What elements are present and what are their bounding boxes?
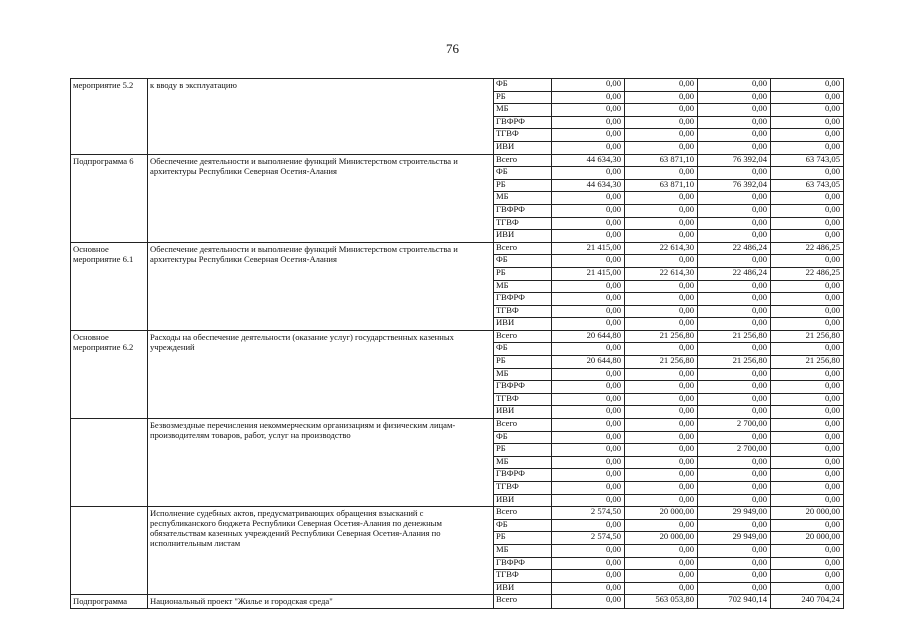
amount-cell: 0,00 [771, 192, 844, 205]
amount-cell: 0,00 [552, 79, 625, 92]
program-name-cell: Обеспечение деятельности и выполнение функций Министерством строительства и архитектуры Республики Северная Осетия-Алания [148, 154, 494, 242]
amount-cell: 0,00 [698, 494, 771, 507]
amount-cell: 0,00 [625, 456, 698, 469]
amount-cell: 0,00 [771, 381, 844, 394]
amount-cell: 20 644,80 [552, 356, 625, 369]
amount-cell: 0,00 [552, 230, 625, 243]
amount-cell: 0,00 [698, 305, 771, 318]
funding-source-cell: ФБ [494, 167, 552, 180]
amount-cell: 0,00 [698, 557, 771, 570]
amount-cell: 0,00 [771, 494, 844, 507]
amount-cell: 0,00 [552, 280, 625, 293]
amount-cell: 0,00 [552, 381, 625, 394]
funding-source-cell: Всего [494, 595, 552, 609]
amount-cell: 240 704,24 [771, 595, 844, 609]
amount-cell: 0,00 [771, 368, 844, 381]
program-code-cell: Подпрограмма 6 [71, 154, 148, 242]
amount-cell: 0,00 [625, 482, 698, 495]
amount-cell: 0,00 [625, 570, 698, 583]
amount-cell: 22 614,30 [625, 267, 698, 280]
amount-cell: 0,00 [552, 444, 625, 457]
amount-cell: 0,00 [552, 116, 625, 129]
amount-cell: 0,00 [771, 570, 844, 583]
amount-cell: 22 486,24 [698, 267, 771, 280]
amount-cell: 0,00 [771, 230, 844, 243]
amount-cell: 0,00 [625, 255, 698, 268]
amount-cell: 0,00 [771, 280, 844, 293]
table-row [71, 419, 844, 432]
funding-source-cell: ИВИ [494, 494, 552, 507]
funding-source-cell: ИВИ [494, 582, 552, 595]
amount-cell: 0,00 [625, 217, 698, 230]
funding-source-cell: РБ [494, 532, 552, 545]
amount-cell: 0,00 [771, 393, 844, 406]
funding-source-cell: ИВИ [494, 318, 552, 331]
amount-cell: 0,00 [698, 79, 771, 92]
amount-cell: 0,00 [698, 368, 771, 381]
funding-source-cell: Всего [494, 419, 552, 432]
amount-cell: 22 486,24 [698, 242, 771, 255]
amount-cell: 63 871,10 [625, 179, 698, 192]
amount-cell: 21 256,80 [625, 356, 698, 369]
amount-cell: 0,00 [625, 444, 698, 457]
amount-cell: 0,00 [552, 141, 625, 154]
amount-cell: 44 634,30 [552, 154, 625, 167]
funding-source-cell: ИВИ [494, 141, 552, 154]
program-code-cell: Основное мероприятие 6.1 [71, 242, 148, 330]
amount-cell: 0,00 [552, 305, 625, 318]
amount-cell: 0,00 [625, 544, 698, 557]
amount-cell: 0,00 [698, 393, 771, 406]
amount-cell: 0,00 [552, 431, 625, 444]
funding-source-cell: МБ [494, 456, 552, 469]
amount-cell: 0,00 [552, 217, 625, 230]
funding-source-cell: ТГВФ [494, 305, 552, 318]
funding-source-cell: ИВИ [494, 406, 552, 419]
amount-cell: 0,00 [625, 557, 698, 570]
amount-cell: 0,00 [698, 318, 771, 331]
amount-cell: 0,00 [698, 255, 771, 268]
program-code-cell [71, 419, 148, 507]
amount-cell: 0,00 [771, 104, 844, 117]
funding-source-cell: ТГВФ [494, 482, 552, 495]
funding-source-cell: ГВФРФ [494, 204, 552, 217]
funding-source-cell: МБ [494, 368, 552, 381]
program-name-cell: Расходы на обеспечение деятельности (оказание услуг) государственных казенных учреждений [148, 330, 494, 418]
amount-cell: 0,00 [698, 582, 771, 595]
amount-cell: 0,00 [552, 544, 625, 557]
budget-table [70, 78, 844, 609]
funding-source-cell: РБ [494, 356, 552, 369]
amount-cell: 0,00 [771, 456, 844, 469]
funding-source-cell: ГВФРФ [494, 469, 552, 482]
funding-source-cell: ГВФРФ [494, 381, 552, 394]
funding-source-cell: ТГВФ [494, 129, 552, 142]
funding-source-cell: ФБ [494, 79, 552, 92]
amount-cell: 0,00 [552, 419, 625, 432]
amount-cell: 0,00 [625, 305, 698, 318]
funding-source-cell: РБ [494, 444, 552, 457]
amount-cell: 2 700,00 [698, 419, 771, 432]
amount-cell: 0,00 [625, 419, 698, 432]
amount-cell: 0,00 [552, 343, 625, 356]
amount-cell: 20 000,00 [625, 532, 698, 545]
amount-cell: 63 743,05 [771, 154, 844, 167]
amount-cell: 0,00 [552, 91, 625, 104]
amount-cell: 0,00 [698, 192, 771, 205]
amount-cell: 0,00 [625, 393, 698, 406]
table-row [71, 507, 844, 520]
amount-cell: 0,00 [625, 368, 698, 381]
amount-cell: 21 256,80 [625, 330, 698, 343]
amount-cell: 0,00 [698, 343, 771, 356]
amount-cell: 2 574,50 [552, 507, 625, 520]
amount-cell: 0,00 [698, 217, 771, 230]
funding-source-cell: ТГВФ [494, 217, 552, 230]
program-name-cell: Национальный проект "Жилье и городская среда" [148, 595, 494, 609]
amount-cell: 0,00 [625, 381, 698, 394]
amount-cell: 0,00 [771, 204, 844, 217]
amount-cell: 0,00 [771, 305, 844, 318]
amount-cell: 0,00 [771, 141, 844, 154]
amount-cell: 0,00 [625, 204, 698, 217]
program-name-cell: Исполнение судебных актов, предусматривающих обращения взысканий с республиканского бюджета Республики Северная Осетия-Алания по денежным обязательствам казенных учреждений Республики Северная Осетия-Алания по исполнительным листам [148, 507, 494, 595]
amount-cell: 0,00 [698, 482, 771, 495]
amount-cell: 0,00 [552, 192, 625, 205]
funding-source-cell: ГВФРФ [494, 293, 552, 306]
amount-cell: 21 256,80 [771, 330, 844, 343]
amount-cell: 0,00 [625, 293, 698, 306]
amount-cell: 0,00 [771, 469, 844, 482]
funding-source-cell: ФБ [494, 431, 552, 444]
amount-cell: 0,00 [625, 494, 698, 507]
amount-cell: 0,00 [771, 519, 844, 532]
amount-cell: 0,00 [698, 469, 771, 482]
funding-source-cell: ТГВФ [494, 570, 552, 583]
amount-cell: 2 700,00 [698, 444, 771, 457]
funding-source-cell: Всего [494, 330, 552, 343]
amount-cell: 63 743,05 [771, 179, 844, 192]
amount-cell: 0,00 [771, 444, 844, 457]
amount-cell: 63 871,10 [625, 154, 698, 167]
amount-cell: 0,00 [771, 482, 844, 495]
funding-source-cell: ГВФРФ [494, 557, 552, 570]
amount-cell: 0,00 [698, 204, 771, 217]
amount-cell: 702 940,14 [698, 595, 771, 609]
funding-source-cell: Всего [494, 242, 552, 255]
amount-cell: 0,00 [552, 368, 625, 381]
amount-cell: 0,00 [552, 494, 625, 507]
amount-cell: 21 415,00 [552, 267, 625, 280]
amount-cell: 0,00 [698, 167, 771, 180]
funding-source-cell: МБ [494, 192, 552, 205]
amount-cell: 0,00 [552, 469, 625, 482]
amount-cell: 0,00 [771, 129, 844, 142]
amount-cell: 0,00 [698, 141, 771, 154]
amount-cell: 76 392,04 [698, 154, 771, 167]
amount-cell: 0,00 [552, 204, 625, 217]
funding-source-cell: РБ [494, 267, 552, 280]
table-row [71, 79, 844, 92]
funding-source-cell: ФБ [494, 255, 552, 268]
amount-cell: 22 614,30 [625, 242, 698, 255]
amount-cell: 0,00 [552, 519, 625, 532]
amount-cell: 0,00 [698, 280, 771, 293]
amount-cell: 0,00 [771, 406, 844, 419]
amount-cell: 0,00 [552, 456, 625, 469]
amount-cell: 0,00 [771, 343, 844, 356]
table-row [71, 330, 844, 343]
table-row [71, 242, 844, 255]
amount-cell: 21 256,80 [698, 330, 771, 343]
amount-cell: 0,00 [698, 91, 771, 104]
amount-cell: 0,00 [698, 104, 771, 117]
funding-source-cell: ГВФРФ [494, 116, 552, 129]
funding-source-cell: Всего [494, 507, 552, 520]
amount-cell: 0,00 [552, 482, 625, 495]
amount-cell: 0,00 [771, 91, 844, 104]
amount-cell: 0,00 [552, 595, 625, 609]
amount-cell: 0,00 [625, 141, 698, 154]
amount-cell: 0,00 [698, 406, 771, 419]
amount-cell: 0,00 [552, 406, 625, 419]
amount-cell: 0,00 [625, 91, 698, 104]
amount-cell: 0,00 [625, 318, 698, 331]
amount-cell: 0,00 [771, 544, 844, 557]
amount-cell: 0,00 [698, 381, 771, 394]
amount-cell: 0,00 [552, 255, 625, 268]
program-code-cell: Подпрограмма [71, 595, 148, 609]
amount-cell: 20 000,00 [625, 507, 698, 520]
amount-cell: 563 053,80 [625, 595, 698, 609]
amount-cell: 0,00 [625, 230, 698, 243]
funding-source-cell: МБ [494, 104, 552, 117]
program-code-cell: Основное мероприятие 6.2 [71, 330, 148, 418]
amount-cell: 0,00 [625, 343, 698, 356]
amount-cell: 0,00 [625, 280, 698, 293]
amount-cell: 0,00 [625, 469, 698, 482]
amount-cell: 0,00 [771, 431, 844, 444]
amount-cell: 0,00 [625, 129, 698, 142]
amount-cell: 0,00 [771, 217, 844, 230]
amount-cell: 0,00 [698, 293, 771, 306]
amount-cell: 0,00 [552, 393, 625, 406]
amount-cell: 0,00 [552, 582, 625, 595]
amount-cell: 0,00 [771, 255, 844, 268]
amount-cell: 0,00 [698, 129, 771, 142]
amount-cell: 0,00 [552, 570, 625, 583]
funding-source-cell: Всего [494, 154, 552, 167]
amount-cell: 44 634,30 [552, 179, 625, 192]
amount-cell: 21 256,80 [698, 356, 771, 369]
amount-cell: 0,00 [625, 104, 698, 117]
budget-table-body [71, 79, 844, 609]
amount-cell: 0,00 [625, 79, 698, 92]
amount-cell: 0,00 [625, 116, 698, 129]
amount-cell: 0,00 [552, 293, 625, 306]
program-name-cell: Обеспечение деятельности и выполнение функций Министерством строительства и архитектуры Республики Северная Осетия-Алания [148, 242, 494, 330]
funding-source-cell: РБ [494, 179, 552, 192]
amount-cell: 76 392,04 [698, 179, 771, 192]
amount-cell: 0,00 [625, 519, 698, 532]
amount-cell: 0,00 [698, 431, 771, 444]
program-code-cell: мероприятие 5.2 [71, 79, 148, 155]
table-row [71, 154, 844, 167]
funding-source-cell: ФБ [494, 343, 552, 356]
amount-cell: 0,00 [552, 129, 625, 142]
funding-source-cell: МБ [494, 544, 552, 557]
funding-source-cell: МБ [494, 280, 552, 293]
amount-cell: 0,00 [552, 167, 625, 180]
program-code-cell [71, 507, 148, 595]
funding-source-cell: ФБ [494, 519, 552, 532]
amount-cell: 0,00 [625, 192, 698, 205]
funding-source-cell: ИВИ [494, 230, 552, 243]
amount-cell: 22 486,25 [771, 267, 844, 280]
amount-cell: 29 949,00 [698, 507, 771, 520]
amount-cell: 0,00 [625, 406, 698, 419]
funding-source-cell: ТГВФ [494, 393, 552, 406]
table-row [71, 595, 844, 609]
amount-cell: 0,00 [625, 431, 698, 444]
program-name-cell: Безвозмездные перечисления некоммерческим организациям и физическим лицам-производителям товаров, работ, услуг на производство [148, 419, 494, 507]
page-number: 76 [446, 41, 459, 56]
amount-cell: 0,00 [698, 456, 771, 469]
amount-cell: 0,00 [625, 167, 698, 180]
amount-cell: 21 256,80 [771, 356, 844, 369]
funding-source-cell: РБ [494, 91, 552, 104]
amount-cell: 0,00 [698, 116, 771, 129]
amount-cell: 22 486,25 [771, 242, 844, 255]
amount-cell: 0,00 [771, 293, 844, 306]
amount-cell: 0,00 [771, 557, 844, 570]
amount-cell: 0,00 [771, 582, 844, 595]
amount-cell: 2 574,50 [552, 532, 625, 545]
program-name-cell: к вводу в эксплуатацию [148, 79, 494, 155]
amount-cell: 0,00 [625, 582, 698, 595]
amount-cell: 20 000,00 [771, 532, 844, 545]
amount-cell: 0,00 [698, 519, 771, 532]
amount-cell: 21 415,00 [552, 242, 625, 255]
amount-cell: 0,00 [552, 104, 625, 117]
amount-cell: 20 000,00 [771, 507, 844, 520]
amount-cell: 0,00 [698, 544, 771, 557]
amount-cell: 0,00 [552, 557, 625, 570]
amount-cell: 0,00 [698, 570, 771, 583]
amount-cell: 0,00 [771, 318, 844, 331]
amount-cell: 20 644,80 [552, 330, 625, 343]
amount-cell: 29 949,00 [698, 532, 771, 545]
amount-cell: 0,00 [552, 318, 625, 331]
amount-cell: 0,00 [771, 419, 844, 432]
amount-cell: 0,00 [771, 167, 844, 180]
amount-cell: 0,00 [771, 79, 844, 92]
amount-cell: 0,00 [771, 116, 844, 129]
amount-cell: 0,00 [698, 230, 771, 243]
